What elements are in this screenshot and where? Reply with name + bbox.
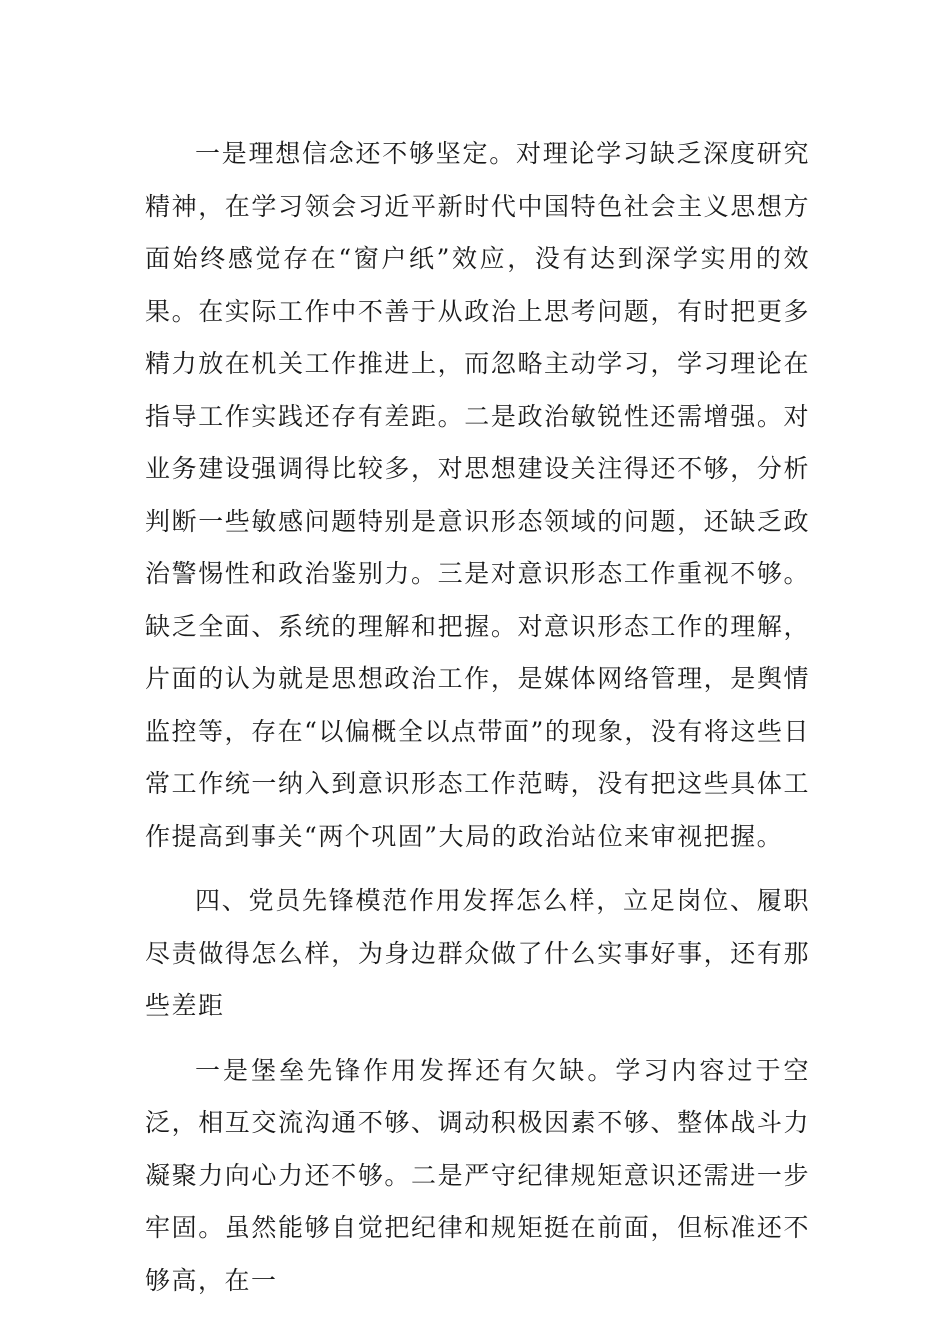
section-heading-four: 四、党员先锋模范作用发挥怎么样，立足岗位、履职尽责做得怎么样，为身边群众做了什么实事好事，还有那些差距 [145,886,810,1020]
document-body [145,128,810,1307]
paragraph-ideals-and-beliefs: 一是理想信念还不够坚定。对理论学习缺乏深度研究精神，在学习领会习近平新时代中国特色社会主义思想方面始终感觉存在“窗户纸”效应，没有达到深学实用的效果。在实际工作中不善于从政治上思考问题，有时把更多精力放在机关工作推进上，而忽略主动学习，学习理论在指导工作实践还存有差距。二是政治敏锐性还需增强。对业务建设强调得比较多，对思想建设关注得还不够，分析判断一些敏感问题特别是意识形态领域的问题，还缺乏政治警惕性和政治鉴别力。三是对意识形态工作重视不够。缺乏全面、系统的理解和把握。对意识形态工作的理解，片面的认为就是思想政治工作，是媒体网络管理，是舆情监控等，存在“以偏概全以点带面”的现象，没有将这些日常工作统一纳入到意识形态工作范畴，没有把这些具体工作提高到事关“两个巩固”大局的政治站位来审视把握。 [145,139,810,851]
paragraph-vanguard-role: 一是堡垒先锋作用发挥还有欠缺。学习内容过于空泛，相互交流沟通不够、调动积极因素不够、整体战斗力凝聚力向心力还不够。二是严守纪律规矩意识还需进一步牢固。虽然能够自觉把纪律和规矩挺在前面，但标准还不够高，在一 [145,1055,810,1295]
